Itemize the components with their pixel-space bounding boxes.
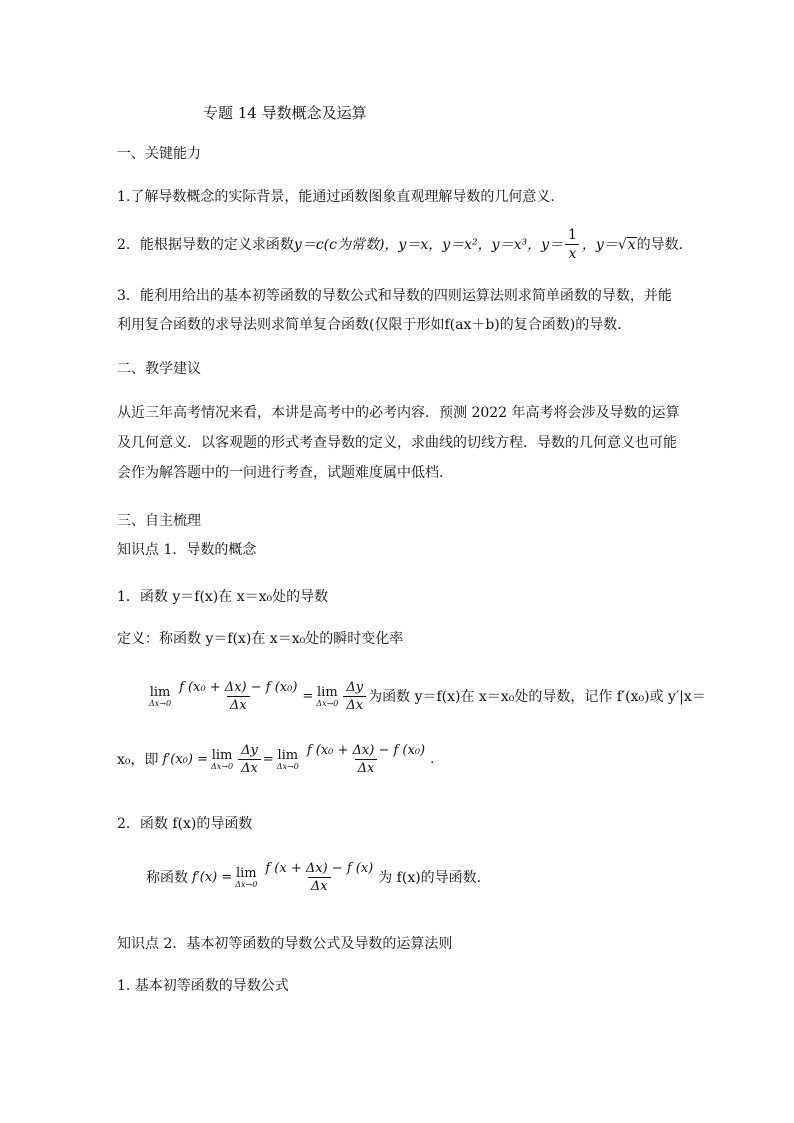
limit-operator: lim Δx→0 <box>149 684 172 708</box>
equals-sign: = <box>262 752 274 767</box>
fraction-difference-quotient: $\frac{\text{f (x₀ + Δx) − f (x₀)}}{\Delta x}$ <box>179 680 298 713</box>
paragraph-2 <box>117 228 693 261</box>
knowledge-point-1: 知识点 1．导数的概念 <box>117 542 257 558</box>
formula-derivative-function <box>146 862 491 893</box>
definition-line: 定义：称函数 y＝f(x)在 x＝x₀处的瞬时变化率 <box>117 631 404 647</box>
paragraph-3-line-1: 3．能利用给出的基本初等函数的导数公式和导数的四则运算法则求简单函数的导数，并能 <box>117 288 672 304</box>
section-heading-key-abilities: 一、关键能力 <box>117 146 201 162</box>
page-title: 专题 14 导数概念及运算 <box>203 104 367 122</box>
paragraph-2-functions: y＝c(c为常数)，y＝x，y＝x²，y＝x³，y＝ <box>293 236 563 253</box>
equals-sign: = <box>302 689 314 704</box>
fraction-dy-dx: $\frac{\Delta y}{\Delta x}$ <box>343 681 366 712</box>
paragraph-2-y: ，y＝ <box>581 236 618 253</box>
section-heading-teaching-advice: 二、教学建议 <box>117 361 201 377</box>
fraction-one-over-x: $\frac{1}{x}$ <box>565 228 580 261</box>
formula-tail-text: 为 f(x)的导函数． <box>378 869 491 886</box>
formula-lead-text: x₀，即 <box>117 751 159 768</box>
formula-tail-text: 为函数 y＝f(x)在 x＝x₀处的导数，记作 f′(x₀)或 y′|x＝ <box>368 688 706 705</box>
item-derivative-function: 2．函数 f(x)的导函数 <box>117 816 253 832</box>
derivative-symbol: f′(x₀) = <box>162 752 208 767</box>
period: . <box>430 752 435 767</box>
paragraph-3-line-2: 利用复合函数的求导法则求简单复合函数(仅限于形如f(ax＋b)的复合函数)的导数． <box>117 317 632 333</box>
fraction-dy-dx: $\frac{\Delta y}{\Delta x}$ <box>238 744 261 775</box>
fraction-difference-quotient: $\frac{\text{f (x₀ + Δx) − f (x₀)}}{\Delta x}$ <box>306 743 426 776</box>
sqrt-symbol: √ <box>617 236 627 253</box>
paragraph-4-line-3: 会作为解答题中的一问进行考查，试题难度属中低档. <box>117 465 444 481</box>
paragraph-2-lead: 2．能根据导数的定义求函数 <box>117 236 294 253</box>
limit-operator: lim Δx→0 <box>235 865 258 889</box>
limit-operator: lim Δx→0 <box>211 747 234 771</box>
item-derivative-at-point: 1．函数 y＝f(x)在 x＝x₀处的导数 <box>117 589 329 605</box>
paragraph-2-tail: 的导数． <box>636 236 693 253</box>
derivative-symbol: f′(x) = <box>192 870 233 885</box>
fraction-difference-quotient: $\frac{f (x + \Delta x) - f (x)}{\Delta x}$ <box>265 861 374 894</box>
formula-derivative-definition <box>117 744 434 775</box>
limit-operator: lim Δx→0 <box>316 684 339 708</box>
sqrt-radicand: x <box>627 237 636 253</box>
section-heading-self-review: 三、自主梳理 <box>117 513 201 529</box>
formula-lead-text: 称函数 <box>146 869 188 886</box>
paragraph-4-line-1: 从近三年高考情况来看，本讲是高考中的必考内容．预测 2022 年高考将会涉及导数的运算 <box>117 405 680 421</box>
paragraph-1: 1.了解导数概念的实际背景，能通过函数图象直观理解导数的几何意义． <box>117 189 565 205</box>
knowledge-point-2: 知识点 2．基本初等函数的导数公式及导数的运算法则 <box>117 936 453 952</box>
formula-limit-definition <box>146 681 706 712</box>
paragraph-4-line-2: 及几何意义．以客观题的形式考查导数的定义，求曲线的切线方程．导数的几何意义也可能 <box>117 435 677 451</box>
limit-operator: lim Δx→0 <box>276 747 299 771</box>
item-basic-derivative-formulas: 1. 基本初等函数的导数公式 <box>117 978 289 994</box>
